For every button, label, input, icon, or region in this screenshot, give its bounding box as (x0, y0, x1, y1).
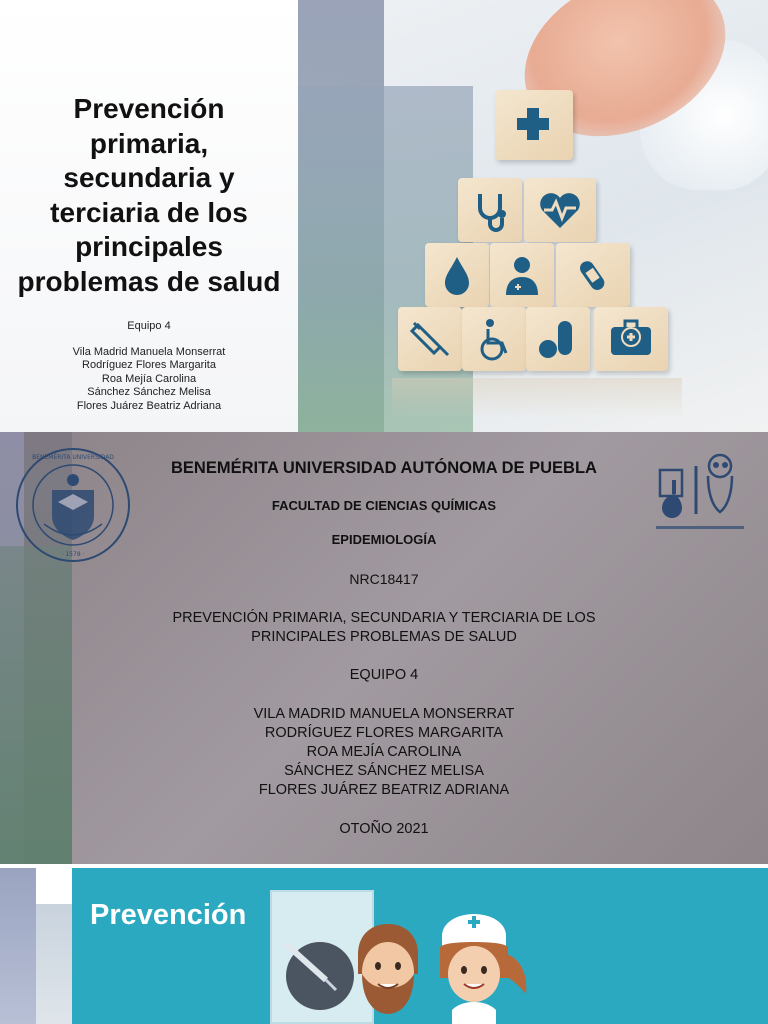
list-item: ROA MEJÍA CAROLINA (306, 744, 462, 760)
work-title: PREVENCIÓN PRIMARIA, SECUNDARIA Y TERCIARIA DE LOS PRINCIPALES PROBLEMAS DE SALUD (172, 610, 596, 645)
syringe-icon (398, 307, 462, 371)
medical-staff-illustration (280, 914, 540, 1024)
cover-slide (0, 432, 768, 864)
list-item: Flores Juárez Beatriz Adriana (76, 399, 222, 412)
team-label: EQUIPO 4 (349, 667, 419, 683)
list-item: Vila Madrid Manuela Monserrat (72, 346, 226, 358)
doctor-icon (490, 243, 554, 307)
first-aid-kit-icon (594, 307, 668, 371)
pills-icon (526, 307, 590, 371)
medical-cross-icon (495, 90, 573, 160)
heart-pulse-icon (524, 178, 596, 242)
list-item: Roa Mejía Carolina (101, 372, 197, 385)
stethoscope-icon (458, 178, 522, 242)
list-item: SÁNCHEZ SÁNCHEZ MELISA (284, 763, 484, 779)
decorative-strip (0, 868, 36, 1024)
svg-text:· 1578 ·: · 1578 · (61, 551, 85, 558)
term-label: OTOÑO 2021 (339, 821, 429, 837)
bandage-icon (556, 243, 630, 307)
page-title: Prevención primaria, secundaria y terciaria de los principales problemas de salud (17, 93, 281, 297)
decorative-strip (36, 904, 72, 1024)
member-list (100, 705, 668, 800)
member-list (8, 346, 290, 413)
faculty-name: FACULTAD DE CIENCIAS QUÍMICAS (271, 498, 497, 513)
wheelchair-icon (462, 307, 526, 371)
subject-name: EPIDEMIOLOGÍA (331, 532, 437, 547)
section-slide (0, 864, 768, 1024)
decorative-band (0, 546, 72, 864)
blood-drop-icon (425, 243, 489, 307)
syringe-icon (286, 942, 354, 1010)
university-name: BENEMÉRITA UNIVERSIDAD AUTÓNOMA DE PUEBLA (171, 459, 597, 477)
decorative-square (36, 868, 72, 904)
section-title: Prevención (90, 899, 247, 931)
man-avatar-icon (358, 924, 418, 1014)
nurse-avatar-icon (440, 914, 526, 1024)
svg-text:BENEMÉRITA UNIVERSIDAD: BENEMÉRITA UNIVERSIDAD (32, 454, 114, 461)
team-label: Equipo 4 (127, 320, 171, 332)
list-item: RODRÍGUEZ FLORES MARGARITA (264, 725, 504, 741)
list-item: VILA MADRID MANUELA MONSERRAT (253, 706, 515, 722)
table-reflection (392, 378, 682, 418)
list-item: Rodríguez Flores Margarita (82, 359, 216, 372)
list-item: FLORES JUÁREZ BEATRIZ ADRIANA (258, 782, 510, 798)
course-code: NRC18417 (349, 571, 419, 587)
list-item: Sánchez Sánchez Melisa (87, 386, 211, 399)
title-slide (0, 0, 768, 432)
